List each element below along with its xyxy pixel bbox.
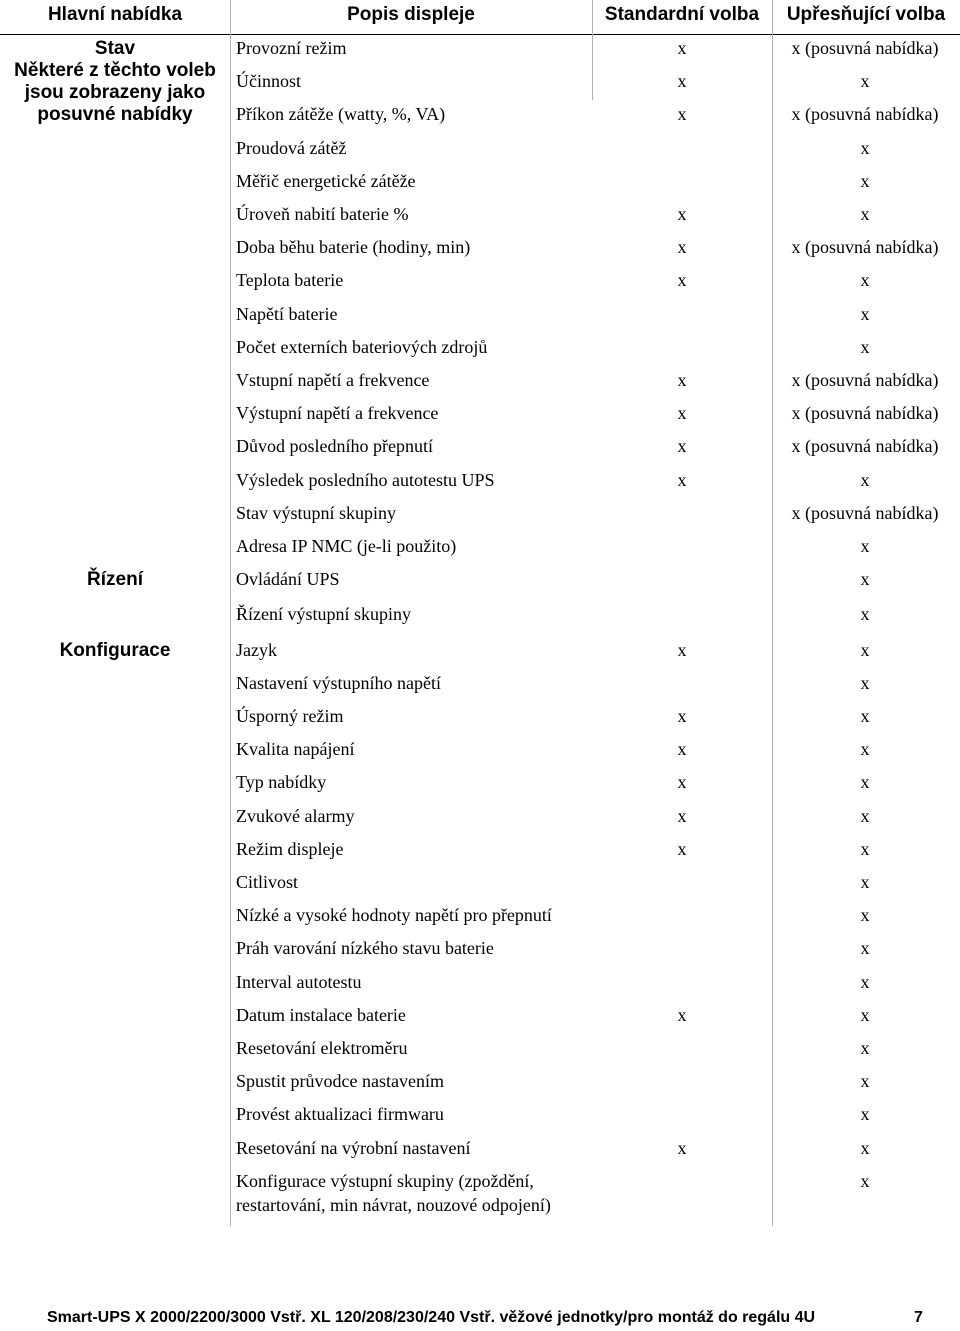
row-advanced: x [860,739,870,759]
row-standard: x [677,204,687,224]
row-description: Zvukové alarmy [236,806,355,826]
row-advanced: x [860,71,870,91]
row-description: Proudová zátěž [236,138,347,158]
header-standard-option: Standardní volba [604,4,760,25]
row-advanced: x [860,1038,870,1058]
category-status-note-line2: jsou zobrazeny jako [24,82,206,103]
row-description: Důvod posledního přepnutí [236,436,433,456]
header-divider [0,34,960,35]
row-description: Doba běhu baterie (hodiny, min) [236,237,471,257]
row-standard: x [677,706,687,726]
row-standard: x [677,270,687,290]
row-description: Počet externích bateriových zdrojů [236,337,488,357]
header-main-menu: Hlavní nabídka [47,4,183,25]
row-description: Účinnost [236,71,301,91]
row-description: Provést aktualizaci firmwaru [236,1104,444,1124]
category-status: Stav [94,38,136,59]
row-advanced: x [860,470,870,490]
row-advanced: x [860,938,870,958]
row-description: Úroveň nabití baterie % [236,204,409,224]
row-advanced: x [860,706,870,726]
row-advanced: x (posuvná nabídka) [791,503,939,523]
row-standard: x [677,739,687,759]
row-description: Vstupní napětí a frekvence [236,370,430,390]
row-advanced: x [860,1005,870,1025]
row-standard: x [677,436,687,456]
row-description: Stav výstupní skupiny [236,503,397,523]
row-description: Výsledek posledního autotestu UPS [236,470,495,490]
column-divider-3 [772,0,773,1226]
row-description: Resetování na výrobní nastavení [236,1138,471,1158]
row-advanced: x [860,138,870,158]
row-description: Jazyk [236,640,277,660]
row-description: Interval autotestu [236,972,362,992]
row-description: Spustit průvodce nastavením [236,1071,444,1091]
row-description: Nízké a vysoké hodnoty napětí pro přepnutí [236,905,552,925]
category-status-note-line3: posuvné nabídky [37,104,193,125]
row-advanced: x [860,640,870,660]
row-advanced: x [860,337,870,357]
row-description: Citlivost [236,872,299,892]
row-description: Konfigurace výstupní skupiny (zpoždění, [236,1171,534,1191]
row-advanced: x [860,872,870,892]
category-status-note-line1: Některé z těchto voleb [14,60,216,81]
row-description: Nastavení výstupního napětí [236,673,441,693]
row-standard: x [677,38,687,58]
category-control: Řízení [87,569,143,590]
row-standard: x [677,1138,687,1158]
row-description: Provozní režim [236,38,347,58]
row-description-line2: restartování, min návrat, nouzové odpojení) [236,1195,551,1215]
row-advanced: x (posuvná nabídka) [791,370,939,390]
row-description: Režim displeje [236,839,344,859]
row-advanced: x [860,604,870,624]
row-description: Příkon zátěže (watty, %, VA) [236,104,446,124]
row-standard: x [677,237,687,257]
row-advanced: x [860,536,870,556]
row-advanced: x [860,270,870,290]
row-description: Kvalita napájení [236,739,355,759]
row-standard: x [677,470,687,490]
footer-title: Smart-UPS X 2000/2200/3000 Vstř. XL 120/208/230/240 Vstř. věžové jednotky/pro montáž do regálu 4U [47,1309,816,1326]
row-standard: x [677,806,687,826]
row-standard: x [677,640,687,660]
row-advanced: x [860,304,870,324]
row-advanced: x [860,972,870,992]
row-advanced: x [860,839,870,859]
page-number: 7 [914,1309,923,1326]
row-advanced: x [860,204,870,224]
row-standard: x [677,1005,687,1025]
row-description: Typ nabídky [236,772,327,792]
row-description: Ovládání UPS [236,569,340,589]
row-standard: x [677,772,687,792]
row-advanced: x [860,1071,870,1091]
row-advanced: x [860,569,870,589]
row-advanced: x (posuvná nabídka) [791,403,939,423]
row-advanced: x [860,772,870,792]
row-advanced: x [860,171,870,191]
row-advanced: x [860,806,870,826]
header-advanced-option: Upřesňující volba [786,4,946,25]
row-advanced: x [860,673,870,693]
row-standard: x [677,403,687,423]
row-advanced: x (posuvná nabídka) [791,38,939,58]
row-advanced: x [860,1171,870,1191]
row-standard: x [677,370,687,390]
row-standard: x [677,104,687,124]
row-description: Měřič energetické zátěže [236,171,416,191]
column-divider-1 [230,0,231,1226]
row-advanced: x [860,1138,870,1158]
row-description: Datum instalace baterie [236,1005,406,1025]
category-configuration: Konfigurace [59,640,171,661]
row-advanced: x (posuvná nabídka) [791,436,939,456]
row-advanced: x (posuvná nabídka) [791,104,939,124]
row-standard: x [677,839,687,859]
row-advanced: x (posuvná nabídka) [791,237,939,257]
row-description: Resetování elektroměru [236,1038,408,1058]
row-description: Řízení výstupní skupiny [236,604,411,624]
row-description: Napětí baterie [236,304,338,324]
row-description: Adresa IP NMC (je-li použito) [236,536,457,556]
row-advanced: x [860,1104,870,1124]
row-description: Práh varování nízkého stavu baterie [236,938,494,958]
row-description: Úsporný režim [236,706,344,726]
row-advanced: x [860,905,870,925]
row-description: Teplota baterie [236,270,344,290]
row-standard: x [677,71,687,91]
row-description: Výstupní napětí a frekvence [236,403,439,423]
header-display-description: Popis displeje [347,4,475,25]
